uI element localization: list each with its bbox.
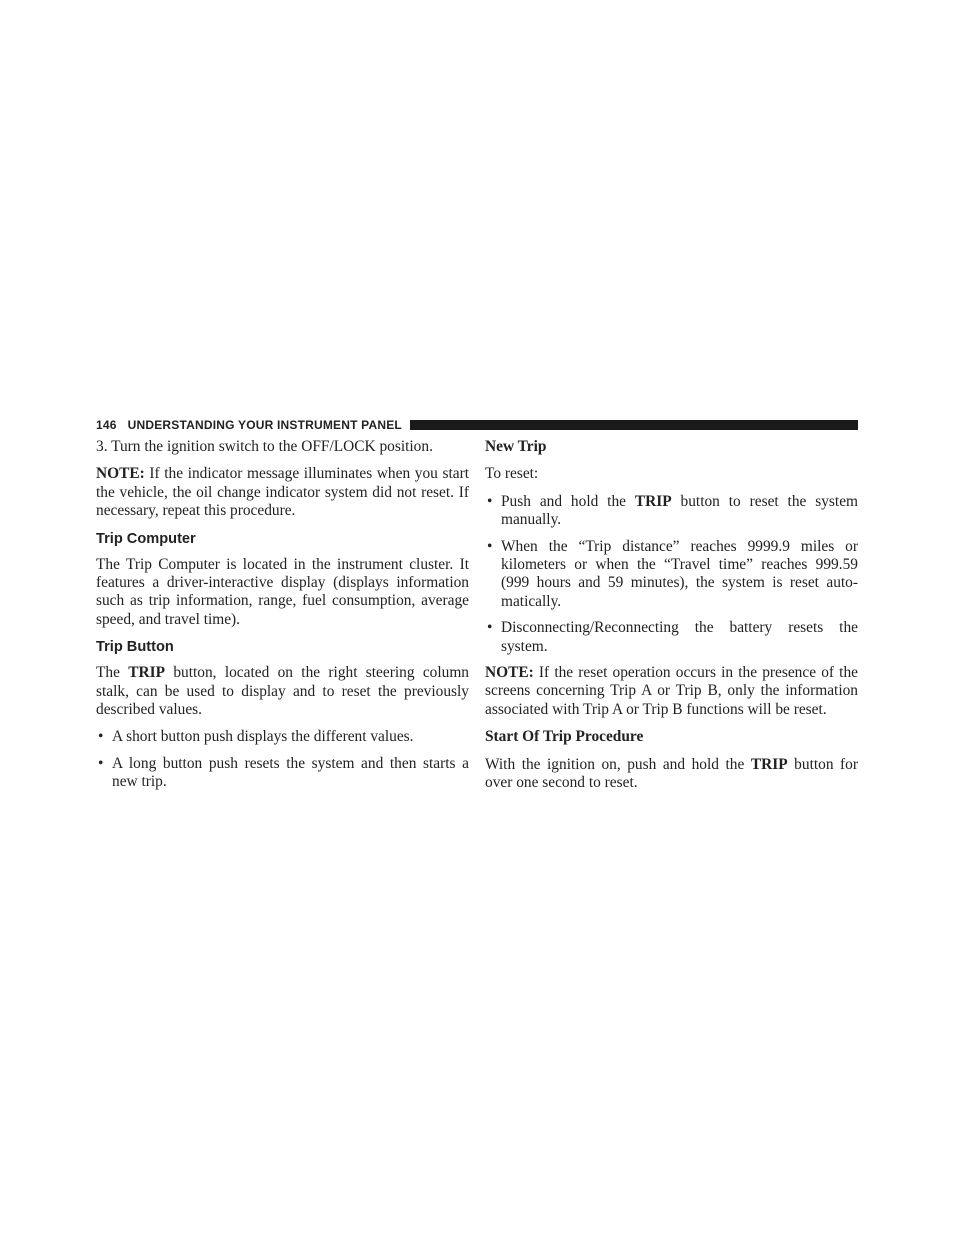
note-label: NOTE: bbox=[485, 664, 534, 682]
heading-start-of-trip: Start Of Trip Procedure bbox=[485, 728, 644, 746]
step-3: 3. Turn the ignition switch to the OFF/LOCK position. bbox=[96, 438, 433, 455]
trip-computer-text: The Trip Computer is located in the instrument cluster. It features a driver-interactive display (displays information such as trip information, range, fuel consumption, average speed, and travel time). bbox=[96, 555, 469, 628]
list-item: • A short button push displays the different values. bbox=[96, 728, 469, 746]
section-title: UNDERSTANDING YOUR INSTRUMENT PANEL bbox=[127, 418, 402, 432]
heading-new-trip: New Trip bbox=[485, 438, 547, 455]
trip-keyword: TRIP bbox=[750, 755, 788, 773]
heading-trip-computer: Trip Computer bbox=[96, 530, 196, 547]
right-column bbox=[485, 438, 858, 802]
text-run: button, located on the right steering column stalk, can be used to display and to reset the previously described values. bbox=[96, 664, 469, 719]
text-run: button for over one second to reset. bbox=[485, 755, 858, 792]
list-item bbox=[485, 493, 858, 530]
trip-keyword: TRIP bbox=[634, 492, 672, 510]
left-column bbox=[96, 438, 469, 800]
note-reset-operation bbox=[485, 664, 858, 719]
page-number: 146 bbox=[96, 418, 117, 432]
new-trip-list bbox=[485, 493, 858, 656]
note-text: If the reset operation occurs in the presence of the screens concerning Trip A or Trip B, only the information associated with Trip A or Trip B functions will be reset. bbox=[485, 664, 858, 718]
to-reset-text: To reset: bbox=[485, 465, 539, 483]
start-of-trip-text bbox=[485, 756, 858, 793]
trip-keyword: TRIP bbox=[128, 664, 166, 682]
list-item: • When the “Trip distance” reaches 9999.9 miles or kilometers or when the “Travel time” reaches 999.59 (999 hours and 59 minutes), the system is reset automatically. bbox=[485, 538, 858, 612]
note-label: NOTE: bbox=[96, 465, 145, 483]
text-run: The bbox=[96, 664, 129, 682]
note-text: If the indicator message illuminates when you start the vehicle, the oil change indicator system did not reset. If necessary, repeat this procedure. bbox=[96, 465, 469, 520]
page-header bbox=[96, 416, 858, 434]
trip-button-list bbox=[96, 728, 469, 791]
text-run: Push and hold the bbox=[501, 492, 635, 510]
heading-trip-button: Trip Button bbox=[96, 639, 174, 656]
list-item: • A long button push resets the system and then starts a new trip. bbox=[96, 755, 469, 792]
text-run: With the ignition on, push and hold the bbox=[485, 755, 751, 773]
text-run: button to reset the system manually. bbox=[501, 492, 858, 529]
list-item: • Disconnecting/Reconnecting the battery resets the system. bbox=[485, 619, 858, 656]
trip-button-text bbox=[96, 664, 469, 719]
header-rule-bar bbox=[410, 420, 858, 430]
note-oil-change bbox=[96, 465, 469, 520]
